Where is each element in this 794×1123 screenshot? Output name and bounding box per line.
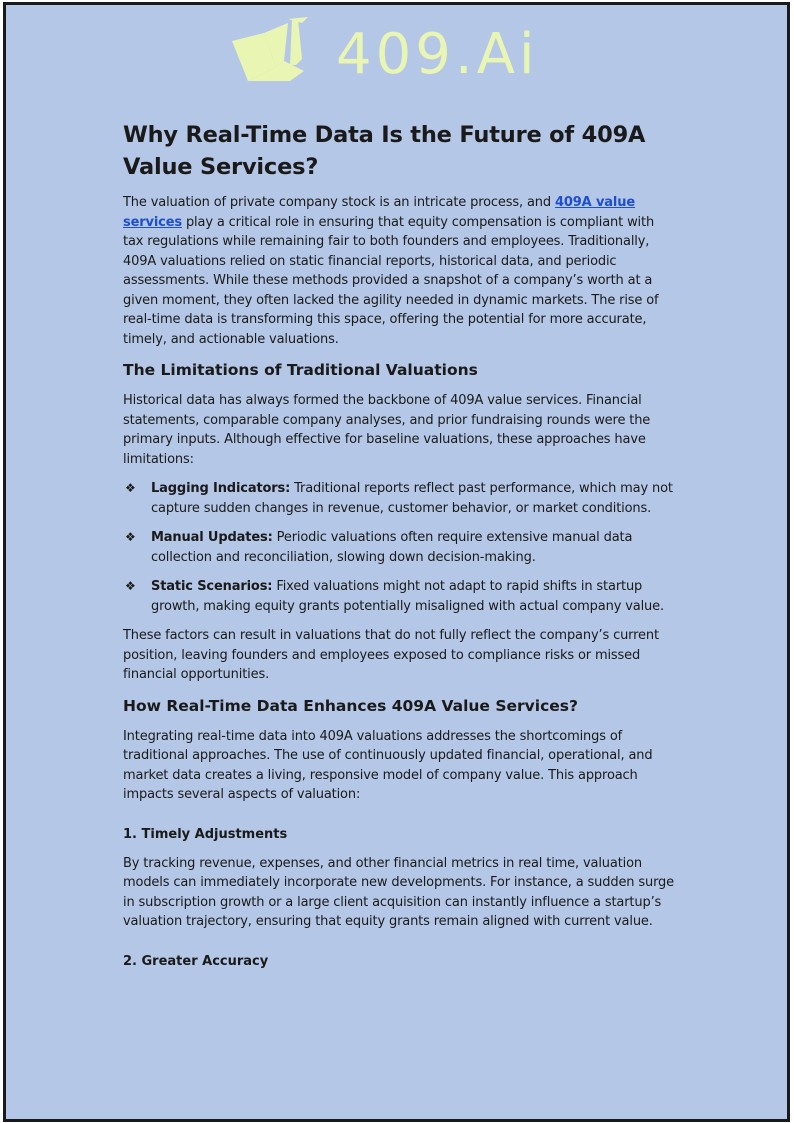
diamond-bullet-icon: ❖	[125, 481, 136, 495]
intro-text-before: The valuation of private company stock is an intricate process, and	[123, 195, 555, 210]
bullet-text: Traditional reports reflect past performance, which may not capture sudden changes in revenue, customer behavior, or market conditions.	[151, 481, 673, 516]
section-heading-limitations: The Limitations of Traditional Valuations	[123, 361, 478, 379]
diamond-bullet-icon: ❖	[125, 530, 136, 544]
bullet-term: Static Scenarios:	[151, 579, 273, 594]
page-title: Why Real-Time Data Is the Future of 409A Value Services?	[123, 122, 646, 180]
bullet-text: Periodic valuations often require extensive manual data collection and reconciliation, slowing down decision-making.	[151, 530, 633, 565]
subheading-timely-adjustments: 1. Timely Adjustments	[123, 826, 288, 842]
subheading-greater-accuracy: 2. Greater Accuracy	[123, 953, 269, 969]
limitations-closing: These factors can result in valuations that do not fully reflect the company’s current position, leaving founders and employees exposed to compliance risks or missed financial opportunities.	[123, 628, 659, 682]
409a-value-services-link[interactable]: 409A value services	[123, 195, 635, 230]
diamond-bullet-icon: ❖	[125, 579, 136, 593]
section-heading-real-time: How Real-Time Data Enhances 409A Value Services?	[123, 696, 578, 715]
intro-text-after: play a critical role in ensuring that equity compensation is compliant with tax regulations while remaining fair to both founders and employees. Traditionally, 409A valuations relied on static financial reports, historical data, and periodic assessments. While these methods provided a snapshot of a company’s worth at a given moment, they often lacked the agility needed in dynamic markets. The rise of real-time data is transforming this space, offering the potential for more accurate, timely, and actionable valuations.	[123, 214, 659, 347]
document-page	[3, 2, 790, 1122]
timely-adjustments-paragraph: By tracking revenue, expenses, and other financial metrics in real time, valuation models can immediately incorporate new developments. For instance, a sudden surge in subscription growth or a large client acquisition can instantly influence a startup’s valuation trajectory, ensuring that equity grants remain aligned with current value.	[123, 855, 675, 929]
brand-logo	[226, 15, 566, 89]
logo-text: 409.Ai	[336, 22, 539, 87]
real-time-paragraph: Integrating real-time data into 409A valuations addresses the shortcomings of traditional approaches. The use of continuously updated financial, operational, and market data creates a living, responsive model of company value. This approach impacts several aspects of valuation:	[123, 728, 653, 802]
bullet-text: Fixed valuations might not adapt to rapid shifts in startup growth, making equity grants potentially misaligned with actual company value.	[151, 579, 664, 614]
limitations-paragraph: Historical data has always formed the backbone of 409A value services. Financial statements, comparable company analyses, and prior fundraising rounds were the primary inputs. Although effective for baseline valuations, these approaches have limitations:	[123, 393, 651, 467]
intro-paragraph	[123, 193, 675, 349]
list-item	[123, 528, 675, 567]
bullet-term: Manual Updates:	[151, 530, 273, 545]
article	[123, 119, 675, 981]
list-item	[123, 479, 675, 518]
bullet-term: Lagging Indicators:	[151, 481, 291, 496]
list-item	[123, 577, 675, 616]
origami-crane-icon	[232, 17, 308, 81]
limitations-list	[123, 479, 675, 616]
